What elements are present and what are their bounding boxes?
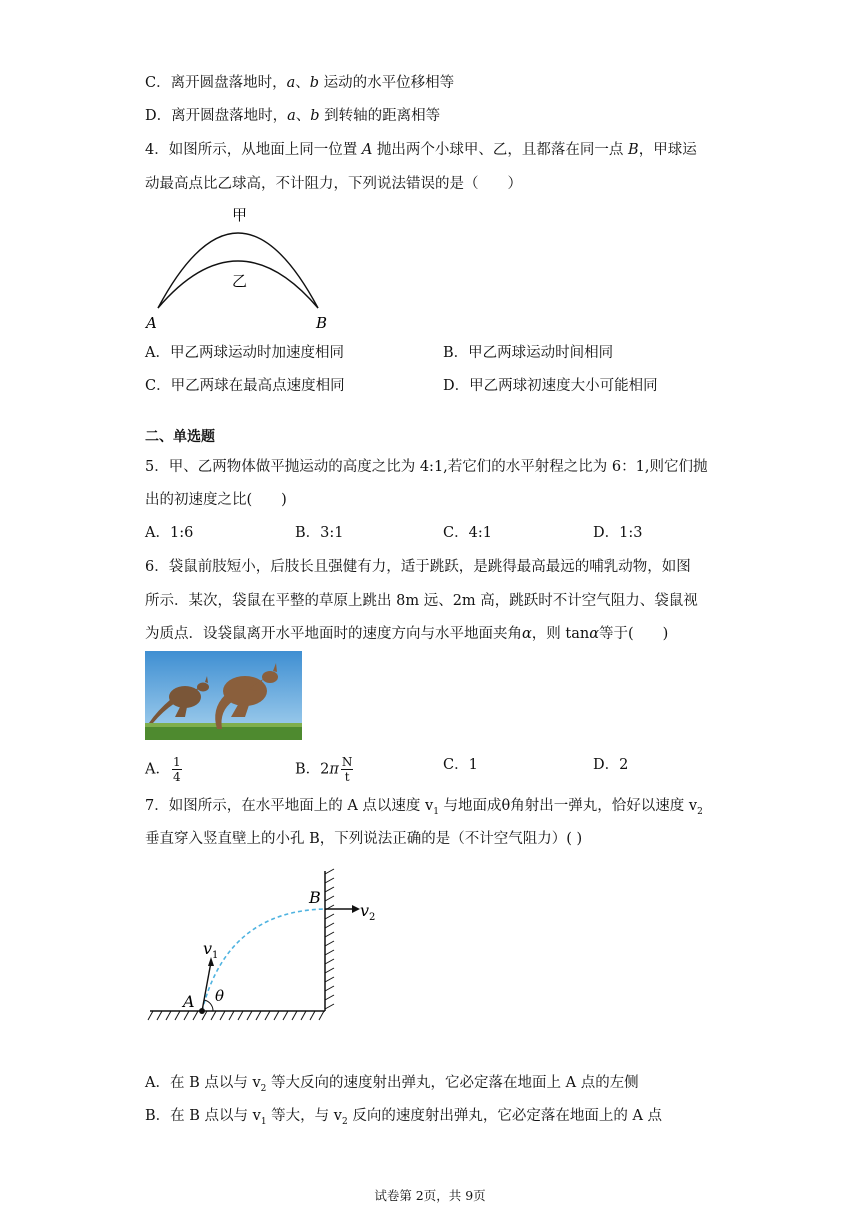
label-theta: θ — [215, 987, 225, 1005]
label-point-a: A — [146, 314, 157, 332]
q4-trajectory-figure — [140, 198, 340, 338]
label-jia: 甲 — [232, 206, 248, 224]
q6-stem-line1: 6．袋鼠前肢短小，后肢长且强健有力，适于跳跃，是跳得最高最远的哺乳动物，如图 — [145, 559, 691, 575]
label-point-b: B — [316, 314, 328, 332]
label-yi: 乙 — [232, 272, 248, 290]
q7-stem-line1: 7．如图所示，在水平地面上的 A 点以速度 $v_1$ 与地面成θ角射出一弹丸，恰好以速度 $v_2$ — [145, 798, 703, 817]
q4-option-d: D．甲乙两球初速度大小可能相同 — [443, 378, 658, 394]
q7-stem-line2: 垂直穿入竖直壁上的小孔 B，下列说法正确的是（不计空气阻力）( ) — [145, 831, 583, 847]
q3-option-d: D．离开圆盘落地时，a、b 到转轴的距离相等 — [145, 108, 441, 124]
q5-stem-line2: 出的初速度之比( ) — [145, 492, 287, 508]
q7-projectile-figure — [145, 866, 375, 1028]
label-v2: v — [360, 901, 370, 920]
v2-arrowhead — [352, 905, 360, 913]
q5-stem-line1: 5．甲、乙两物体做平抛运动的高度之比为 4:1,若它们的水平射程之比为 6：1,则它们抛 — [145, 459, 708, 475]
q6-option-d: D．2 — [593, 757, 629, 773]
q4-option-b: B．甲乙两球运动时间相同 — [443, 345, 614, 361]
q5-option-b: B．3:1 — [295, 525, 344, 541]
q4-stem-line1: 4．如图所示，从地面上同一位置 A 抛出两个小球甲、乙，且都落在同一点 B，甲球运 — [145, 142, 697, 158]
label-v1-sub: 1 — [212, 950, 219, 961]
q3-option-c: C．离开圆盘落地时，a、b 运动的水平位移相等 — [145, 75, 455, 91]
q4-option-c: C．甲乙两球在最高点速度相同 — [145, 378, 345, 394]
label-point-b: B — [309, 888, 321, 907]
q6-stem-line2: 所示．某次，袋鼠在平整的草原上跳出 8m 远、2m 高，跳跃时不计空气阻力、袋鼠视 — [145, 593, 698, 609]
q6-option-a: A． $\frac{1}{4}$ — [145, 755, 181, 784]
velocity-v1-arrow — [202, 962, 211, 1011]
wall-hatching — [325, 869, 334, 1009]
q6-option-c: C．1 — [443, 757, 478, 773]
trajectory-jia — [158, 233, 318, 308]
label-v1: v — [203, 939, 213, 958]
grass — [145, 725, 302, 740]
q6-stem-line3: 为质点．设袋鼠离开水平地面时的速度方向与水平地面夹角α，则 tanα等于( ) — [145, 626, 669, 642]
ground-hatching — [148, 1011, 324, 1020]
q6-option-b: B．2π $\frac{N}{t}$ — [295, 755, 353, 784]
q5-option-d: D．1:3 — [593, 525, 643, 541]
q7-option-a: A．在 B 点以与 $v_2$ 等大反向的速度射出弹丸，它必定落在地面上 A 点的左侧 — [145, 1075, 639, 1094]
section-heading: 二、单选题 — [145, 429, 215, 445]
fraction-one-quarter: $\frac{1}{4}$ — [172, 755, 181, 784]
label-point-a: A — [183, 992, 195, 1011]
fraction-n-over-t: $\frac{N}{t}$ — [341, 755, 353, 784]
page-footer: 试卷第 2页，共 9页 — [374, 1188, 486, 1203]
q4-stem-line2: 动最高点比乙球高，不计阻力，下列说法错误的是（ ） — [145, 176, 522, 192]
kangaroo-photo — [145, 651, 302, 740]
q5-option-a: A．1:6 — [145, 525, 194, 541]
label-v2-sub: 2 — [369, 912, 375, 923]
q4-option-a: A．甲乙两球运动时加速度相同 — [145, 345, 344, 361]
q5-option-c: C．4:1 — [443, 525, 492, 541]
q7-option-b: B．在 B 点以与 $v_1$ 等大，与 $v_2$ 反向的速度射出弹丸，它必定落在地面上的 A 点 — [145, 1108, 663, 1127]
